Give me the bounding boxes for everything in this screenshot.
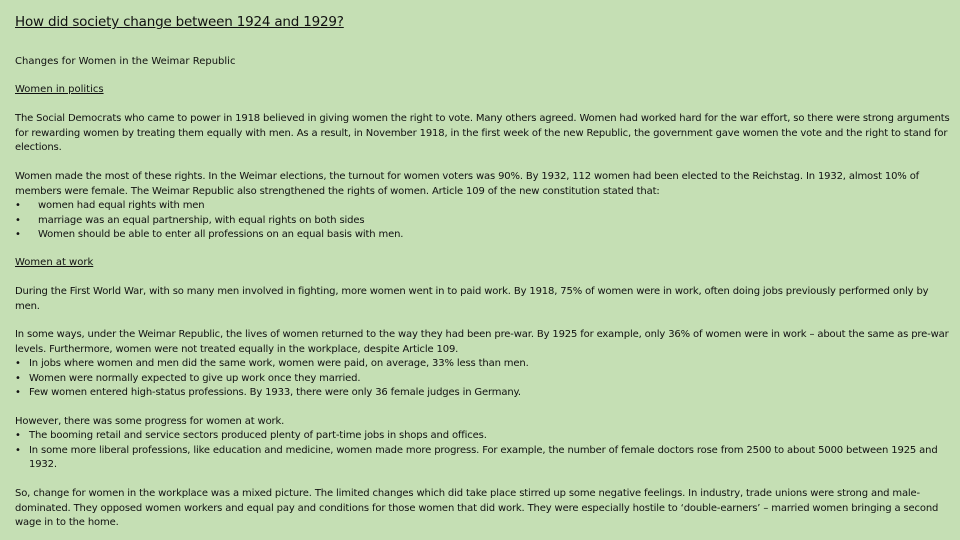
work-paragraph-4: So, change for women in the workplace was a mixed picture. The limited changes which did take place stirred up some negative feelings. In industry, trade unions were strong and male-dominated. They opposed women workers and equal pay and conditions for those women that did work. They were especially hostile to ‘double-earners’ – married women bringing a second wage in to the home. [15,488,939,528]
list-item: • The booming retail and service sectors produced plenty of part-time jobs in shops and offices. [15,429,953,444]
work-paragraph-1: During the First World War, with so many men involved in fighting, more women went in to paid work. By 1918, 75% of women were in work, often doing jobs previously performed only by men. [15,286,929,312]
article-109-list [15,199,953,243]
progress-list [15,429,953,473]
bullet-icon: • [15,444,21,456]
list-item: • women had equal rights with men [15,199,953,214]
heading-politics: Women in politics [15,84,104,95]
politics-paragraph-1: The Social Democrats who came to power in 1918 believed in giving women the right to vote. Many others agreed. Women had worked hard for the war effort, so there were strong arguments for rewarding women by treating them equally with men. As a result, in November 1918, in the first week of the new Republic, the government gave women the vote and the right to stand for elections. [15,113,950,153]
heading-work: Women at work [15,257,94,268]
list-item: • Few women entered high-status professions. By 1933, there were only 36 female judges in Germany. [15,386,953,401]
work-paragraph-3: However, there was some progress for women at work. [15,416,285,427]
inequality-list [15,357,953,401]
list-item: • Women were normally expected to give up work once they married. [15,372,953,387]
list-item: • In jobs where women and men did the same work, women were paid, on average, 33% less than men. [15,357,953,372]
bullet-icon: • [15,387,21,398]
subtitle: Changes for Women in the Weimar Republic [15,56,236,67]
list-item: • Women should be able to enter all professions on an equal basis with men. [15,228,953,243]
bullet-icon: • [15,358,21,369]
bullet-icon: • [15,430,21,441]
list-item: • marriage was an equal partnership, with equal rights on both sides [15,214,953,229]
work-paragraph-2: In some ways, under the Weimar Republic, the lives of women returned to the way they had been pre-war. By 1925 for example, only 36% of women were in work – about the same as pre-war levels. Furthermore, women were not treated equally in the workplace, despite Article 109. [15,329,949,355]
bullet-icon: • [15,214,21,226]
bullet-icon: • [15,372,21,384]
list-item: • In some more liberal professions, like education and medicine, women made more progress. For example, the number of female doctors rose from 2500 to about 5000 between 1925 and 1932. [15,444,938,470]
politics-paragraph-2: Women made the most of these rights. In the Weimar elections, the turnout for women voters was 90%. By 1932, 112 women had been elected to the Reichstag. In 1932, almost 10% of members were female. The Weimar Republic also strengthened the rights of women. Article 109 of the new constitution stated that: [15,171,920,197]
bullet-icon: • [15,200,21,211]
bullet-icon: • [15,229,21,240]
page-title: How did society change between 1924 and 1929? [15,14,344,30]
